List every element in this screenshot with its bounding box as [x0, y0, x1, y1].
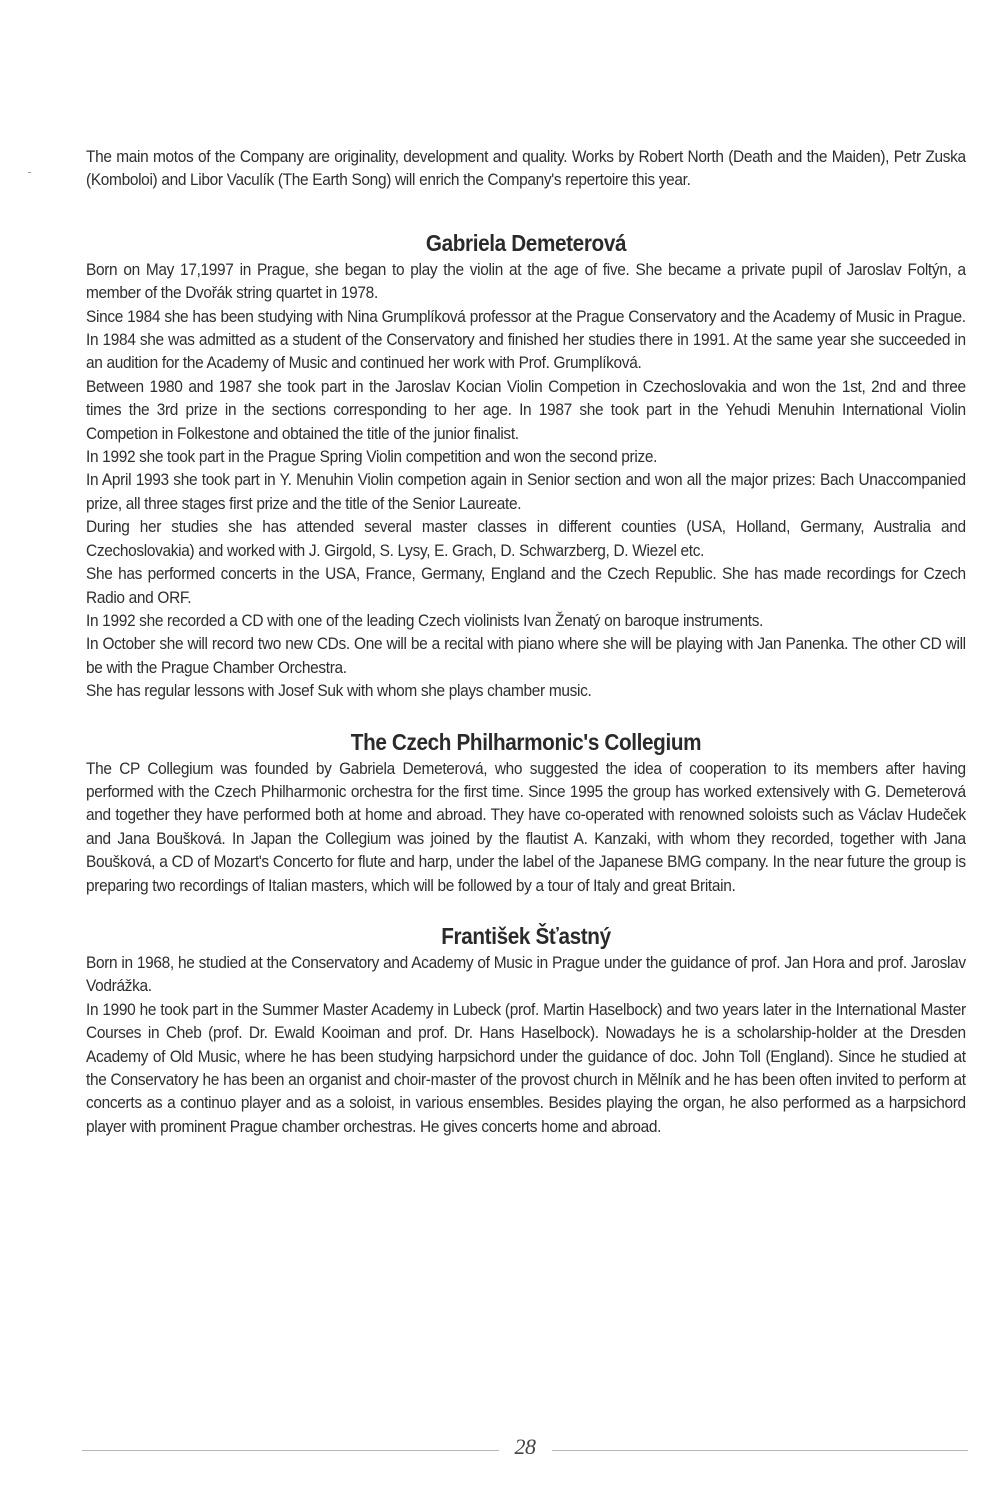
body-paragraph: Born in 1968, he studied at the Conservatory and Academy of Music in Prague under the guidance of prof. Jan Hora and prof. Jaroslav Vodrážka.	[86, 952, 966, 996]
body-paragraph: Between 1980 and 1987 she took part in the Jaroslav Kocian Violin Competion in Czechoslovakia and won the 1st, 2nd and three times the 3rd prize in the sections corresponding to her age. In 1987 she took part in the Yehudi Menuhin International Violin Competion in Folkestone and obtained the title of the junior finalist.	[86, 376, 966, 443]
footer-rule-left	[82, 1450, 499, 1451]
body-paragraph: Since 1984 she has been studying with Nina Grumplíková professor at the Prague Conservatory and the Academy of Music in Prague. In 1984 she was admitted as a student of the Conservatory and finished her studies there in 1991. At the same year she succeeded in an audition for the Academy of Music and continued her work with Prof. Grumplíková.	[86, 306, 966, 373]
section-gabriela-demeterova	[86, 228, 966, 703]
footer-rule-right	[552, 1450, 969, 1451]
body-paragraph: Born on May 17,1997 in Prague, she began to play the violin at the age of five. She became a private pupil of Jaroslav Foltýn, a member of the Dvořák string quartet in 1978.	[86, 259, 966, 303]
body-paragraph: In October she will record two new CDs. One will be a recital with piano where she will be playing with Jan Panenka. The other CD will be with the Prague Chamber Orchestra.	[86, 634, 966, 677]
body-paragraph: She has regular lessons with Josef Suk with whom she plays chamber music.	[86, 681, 592, 701]
spacer	[86, 192, 966, 228]
body-paragraph: In 1992 she took part in the Prague Spring Violin competition and won the second prize.	[86, 447, 658, 467]
page-number: 28	[514, 1434, 536, 1459]
section-heading: František Šťastný	[441, 922, 611, 949]
section-heading: The Czech Philharmonic's Collegium	[350, 728, 702, 755]
section-czech-philharmonic-collegium	[86, 727, 966, 897]
body-paragraph: In April 1993 she took part in Y. Menuhin Violin competion again in Senior section and won all the major prizes: Bach Unaccompanied prize, all three stages first prize and the title of the Senior Laureate.	[86, 470, 966, 513]
document-page	[86, 145, 966, 1138]
intro-paragraph: The main motos of the Company are originality, development and quality. Works by Robert North (Death and the Maiden), Petr Zuska (Komboloi) and Libor Vaculík (The Earth Song) will enrich the Company's repertoire this year.	[86, 147, 966, 190]
body-paragraph: The CP Collegium was founded by Gabriela Demeterová, who suggested the idea of cooperation to its members after having performed with the Czech Philharmonic orchestra for the first time. Since 1995 the group has worked extensively with G. Demeterová and together they have performed both at home and abroad. They have co-operated with renowned soloists such as Václav Hudeček and Jana Boušková. In Japan the Collegium was joined by the flautist A. Kanzaki, with whom they recorded, together with Jana Boušková, a CD of Mozart's Concerto for flute and harp, under the label of the Japanese BMG company. In the near future the group is preparing two recordings of Italian masters, which will be followed by a tour of Italy and great Britain.	[86, 758, 966, 895]
section-frantisek-stastny	[86, 921, 966, 1138]
section-heading: Gabriela Demeterová	[425, 229, 627, 256]
body-paragraph: During her studies she has attended several master classes in different counties (USA, Holland, Germany, Australia and Czechoslovakia) and worked with J. Girgold, S. Lysy, E. Grach, D. Schwarzberg, D. Wiezel etc.	[86, 517, 966, 560]
body-paragraph: In 1990 he took part in the Summer Master Academy in Lubeck (prof. Martin Haselbock) and two years later in the International Master Courses in Cheb (prof. Dr. Ewald Kooiman and prof. Dr. Hans Haselbock). Nowadays he is a scholarship-holder at the Dresden Academy of Old Music, where he has been studying harpsichord under the guidance of doc. John Toll (England). Since he studied at the Conservatory he has been an organist and choir-master of the provost church in Mělník and he has been often invited to perform at concerts as a continuo player and as a soloist, in various ensembles. Besides playing the organ, he also performed as a harpsichord player with prominent Prague chamber orchestras. He gives concerts home and abroad.	[86, 999, 966, 1136]
body-paragraph: She has performed concerts in the USA, France, Germany, England and the Czech Republic. She has made recordings for Czech Radio and ORF.	[86, 564, 966, 607]
body-paragraph: In 1992 she recorded a CD with one of the leading Czech violinists Ivan Ženatý on baroque instruments.	[86, 610, 764, 630]
page-footer	[82, 1432, 968, 1462]
scan-artifact-mark	[28, 172, 31, 173]
